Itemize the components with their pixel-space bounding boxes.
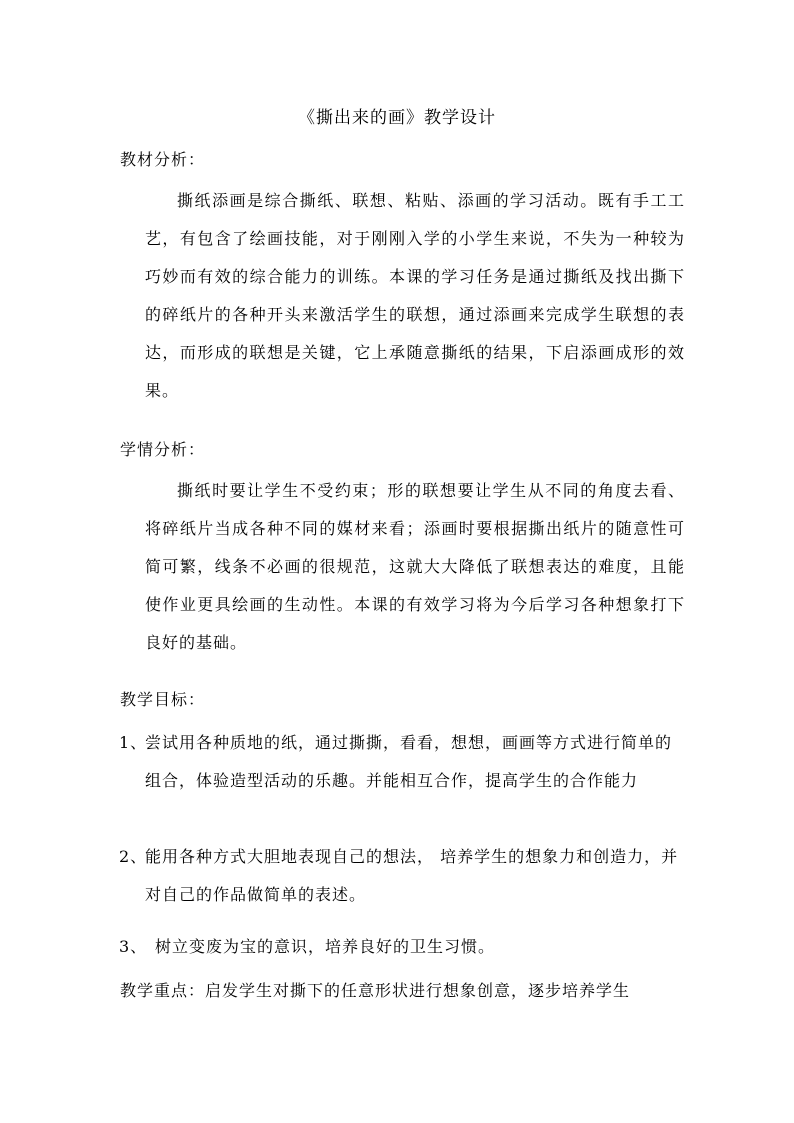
teaching-focus-text: 启发学生对撕下的任意形状进行想象创意，逐步培养学生 (205, 981, 631, 1000)
teaching-focus (120, 972, 690, 1010)
goal-item-1-text: 尝试用各种质地的纸，通过撕撕，看看，想想，画画等方式进行简单的组合，体验造型活动的乐趣。并能相互合作，提高学生的合作能力 (145, 733, 673, 790)
document-title: 《撕出来的画》教学设计 (298, 108, 496, 128)
goal-item-2-number: 2、 (119, 847, 148, 866)
goal-item-3-text: 树立变废为宝的意识，培养良好的卫生习惯。 (155, 937, 496, 956)
goal-item-2-text: 能用各种方式大胆地表现自己的想法， 培养学生的想象力和创造力，并对自己的作品做简单的表述。 (145, 847, 679, 904)
goal-item-3 (119, 928, 685, 966)
goal-item-1-number: 1、 (119, 733, 148, 752)
heading-learning-analysis: 学情分析： (120, 440, 206, 459)
heading-teaching-goals: 教学目标： (120, 690, 206, 709)
goal-item-2 (119, 838, 685, 914)
paragraph-material-analysis: 撕纸添画是综合撕纸、联想、粘贴、添画的学习活动。既有手工工艺，有包含了绘画技能，对于刚刚入学的小学生来说，不失为一种较为巧妙而有效的综合能力的训练。本课的学习任务是通过撕纸及找出撕下的碎纸片的各种开头来激活学生的联想，通过添画来完成学生联想的表达，而形成的联想是关键，它上承随意撕纸的结果，下启添画成形的效果。 (145, 191, 685, 400)
goal-item-1 (119, 724, 685, 800)
goal-item-3-number: 3、 (119, 937, 148, 956)
paragraph-learning-analysis: 撕纸时要让学生不受约束；形的联想要让学生从不同的角度去看、将碎纸片当成各种不同的媒材来看；添画时要根据撕出纸片的随意性可简可繁，线条不必画的很规范，这就大大降低了联想表达的难度，且能使作业更具绘画的生动性。本课的有效学习将为今后学习各种想象打下良好的基础。 (145, 481, 685, 652)
heading-material-analysis: 教材分析： (120, 150, 206, 169)
teaching-focus-label: 教学重点： (120, 981, 206, 1000)
